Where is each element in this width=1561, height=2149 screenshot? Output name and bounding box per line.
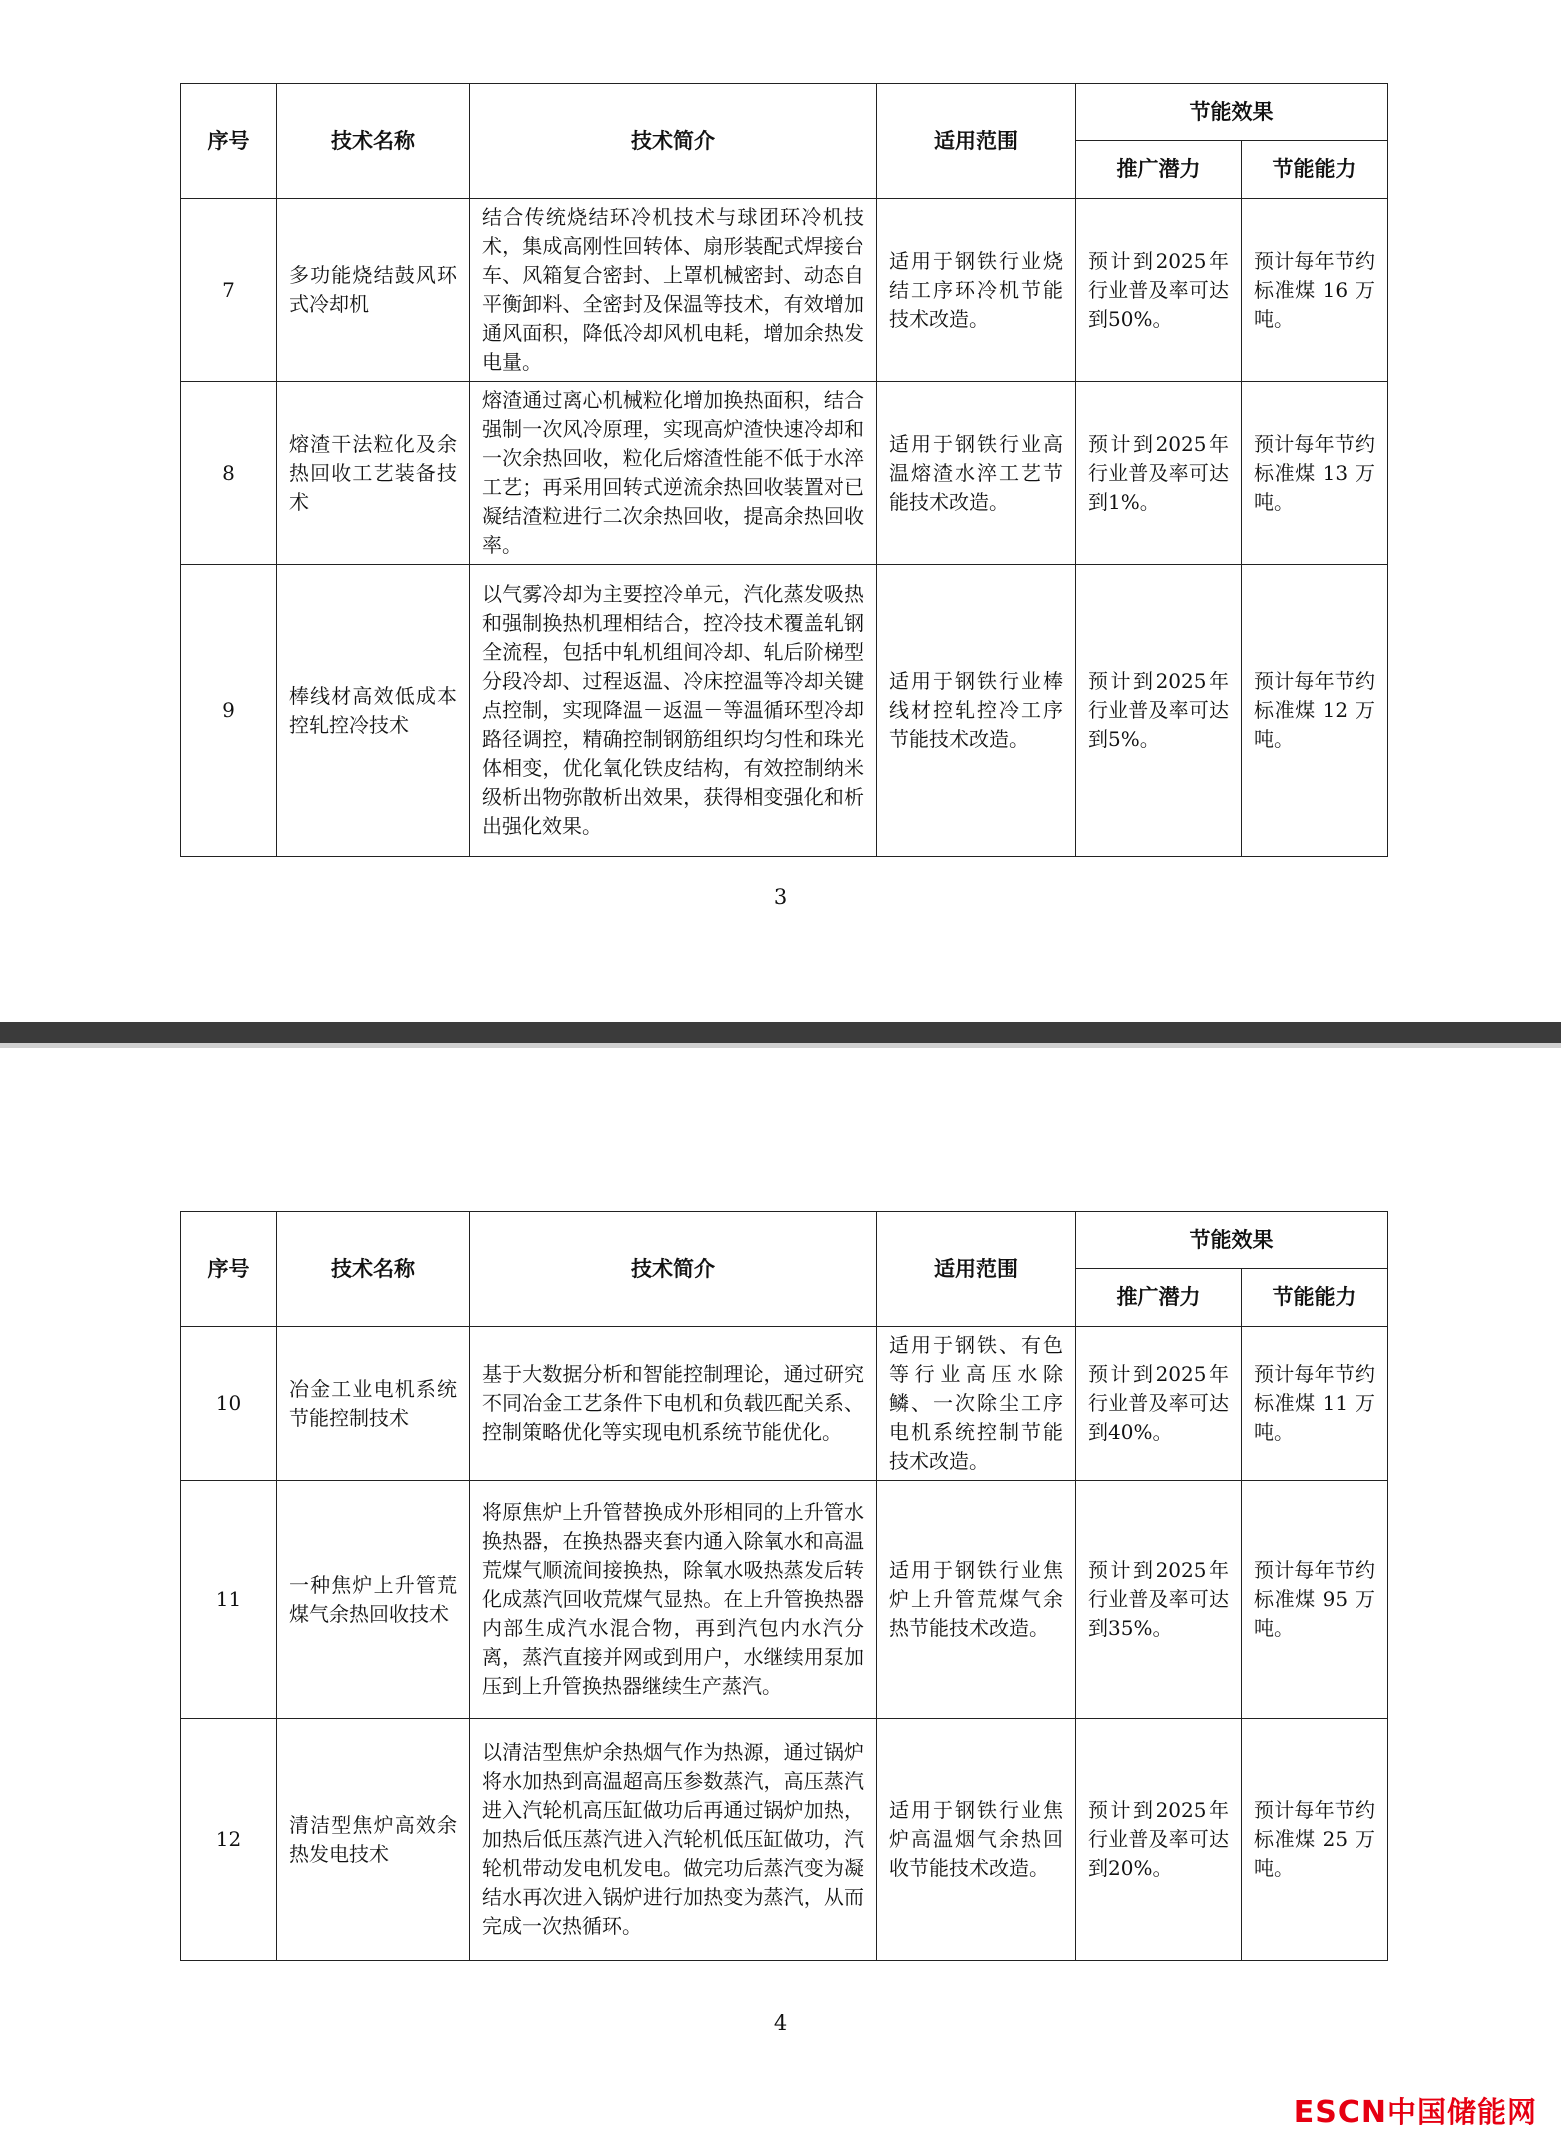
header-name: 技术名称 <box>277 84 470 199</box>
row-seq: 7 <box>181 199 277 382</box>
row-desc: 熔渣通过离心机械粒化增加换热面积，结合强制一次风冷原理，实现高炉渣快速冷却和一次余热回收，粒化后熔渣性能不低于水淬工艺；再采用回转式逆流余热回收装置对已凝结渣粒进行二次余热回收，提高余热回收率。 <box>470 382 877 565</box>
header-name: 技术名称 <box>277 1212 470 1327</box>
header-seq: 序号 <box>181 84 277 199</box>
header-scope: 适用范围 <box>877 84 1076 199</box>
row-capacity: 预计每年节约标准煤 16 万吨。 <box>1242 199 1388 382</box>
row-desc: 结合传统烧结环冷机技术与球团环冷机技术，集成高刚性回转体、扇形装配式焊接台车、风箱复合密封、上罩机械密封、动态自平衡卸料、全密封及保温等技术，有效增加通风面积，降低冷却风机电耗，增加余热发电量。 <box>470 199 877 382</box>
header-effect: 节能效果 <box>1076 1212 1388 1269</box>
tech-table-page-4 <box>180 1211 1388 1961</box>
document-page-3 <box>0 0 1561 1040</box>
row-desc: 以清洁型焦炉余热烟气作为热源，通过锅炉将水加热到高温超高压参数蒸汽，高压蒸汽进入汽轮机高压缸做功后再通过锅炉加热，加热后低压蒸汽进入汽轮机低压缸做功，汽轮机带动发电机发电。做完功后蒸汽变为凝结水再次进入锅炉进行加热变为蒸汽，从而完成一次热循环。 <box>470 1719 877 1961</box>
row-desc: 以气雾冷却为主要控冷单元，汽化蒸发吸热和强制换热机理相结合，控冷技术覆盖轧钢全流程，包括中轧机组间冷却、轧后阶梯型分段冷却、过程返温、冷床控温等冷却关键点控制，实现降温－返温－等温循环型冷却路径调控，精确控制钢筋组织均匀性和珠光体相变，优化氧化铁皮结构，有效控制纳米级析出物弥散析出效果，获得相变强化和析出强化效果。 <box>470 565 877 857</box>
table-row <box>181 1327 1388 1481</box>
row-potential: 预计到2025年行业普及率可达到35%。 <box>1076 1481 1242 1719</box>
table-row <box>181 199 1388 382</box>
row-potential: 预计到2025年行业普及率可达到20%。 <box>1076 1719 1242 1961</box>
row-seq: 10 <box>181 1327 277 1481</box>
header-potential: 推广潜力 <box>1076 1269 1242 1327</box>
table-row <box>181 1481 1388 1719</box>
row-scope: 适用于钢铁行业棒线材控轧控冷工序节能技术改造。 <box>877 565 1076 857</box>
row-capacity: 预计每年节约标准煤 25 万吨。 <box>1242 1719 1388 1961</box>
page-number: 3 <box>773 885 788 909</box>
row-desc: 将原焦炉上升管替换成外形相同的上升管水换热器，在换热器夹套内通入除氧水和高温荒煤气顺流间接换热，除氧水吸热蒸发后转化成蒸汽回收荒煤气显热。在上升管换热器内部生成汽水混合物，再到汽包内水汽分离，蒸汽直接并网或到用户，水继续用泵加压到上升管换热器继续生产蒸汽。 <box>470 1481 877 1719</box>
row-potential: 预计到2025年行业普及率可达到1%。 <box>1076 382 1242 565</box>
row-capacity: 预计每年节约标准煤 95 万吨。 <box>1242 1481 1388 1719</box>
header-potential: 推广潜力 <box>1076 141 1242 199</box>
header-capacity: 节能能力 <box>1242 1269 1388 1327</box>
row-name: 熔渣干法粒化及余热回收工艺装备技术 <box>277 382 470 565</box>
row-scope: 适用于钢铁行业烧结工序环冷机节能技术改造。 <box>877 199 1076 382</box>
row-name: 冶金工业电机系统节能控制技术 <box>277 1327 470 1481</box>
document-page-4 <box>0 1048 1561 2149</box>
page-number: 4 <box>773 2011 788 2035</box>
row-seq: 8 <box>181 382 277 565</box>
row-seq: 12 <box>181 1719 277 1961</box>
row-seq: 9 <box>181 565 277 857</box>
row-potential: 预计到2025年行业普及率可达到40%。 <box>1076 1327 1242 1481</box>
table-row <box>181 565 1388 857</box>
row-seq: 11 <box>181 1481 277 1719</box>
header-scope: 适用范围 <box>877 1212 1076 1327</box>
row-desc: 基于大数据分析和智能控制理论，通过研究不同冶金工艺条件下电机和负载匹配关系、控制策略优化等实现电机系统节能优化。 <box>470 1327 877 1481</box>
watermark-cn: 中国储能网 <box>1386 2095 1537 2129</box>
watermark-logo <box>1294 2090 1537 2131</box>
tech-table-page-3 <box>180 83 1388 857</box>
page-separator <box>0 1022 1561 1043</box>
row-name: 多功能烧结鼓风环式冷却机 <box>277 199 470 382</box>
header-effect: 节能效果 <box>1076 84 1388 141</box>
row-name: 棒线材高效低成本控轧控冷技术 <box>277 565 470 857</box>
row-capacity: 预计每年节约标准煤 12 万吨。 <box>1242 565 1388 857</box>
watermark-latin: ESCN <box>1293 2095 1387 2130</box>
row-scope: 适用于钢铁行业高温熔渣水淬工艺节能技术改造。 <box>877 382 1076 565</box>
row-capacity: 预计每年节约标准煤 13 万吨。 <box>1242 382 1388 565</box>
row-name: 清洁型焦炉高效余热发电技术 <box>277 1719 470 1961</box>
row-scope: 适用于钢铁行业焦炉上升管荒煤气余热节能技术改造。 <box>877 1481 1076 1719</box>
row-potential: 预计到2025年行业普及率可达到50%。 <box>1076 199 1242 382</box>
header-capacity: 节能能力 <box>1242 141 1388 199</box>
header-desc: 技术简介 <box>470 1212 877 1327</box>
row-scope: 适用于钢铁行业焦炉高温烟气余热回收节能技术改造。 <box>877 1719 1076 1961</box>
table-row <box>181 382 1388 565</box>
row-capacity: 预计每年节约标准煤 11 万吨。 <box>1242 1327 1388 1481</box>
header-seq: 序号 <box>181 1212 277 1327</box>
row-name: 一种焦炉上升管荒煤气余热回收技术 <box>277 1481 470 1719</box>
header-desc: 技术简介 <box>470 84 877 199</box>
table-row <box>181 1719 1388 1961</box>
row-scope: 适用于钢铁、有色等行业高压水除鳞、一次除尘工序电机系统控制节能技术改造。 <box>877 1327 1076 1481</box>
row-potential: 预计到2025年行业普及率可达到5%。 <box>1076 565 1242 857</box>
